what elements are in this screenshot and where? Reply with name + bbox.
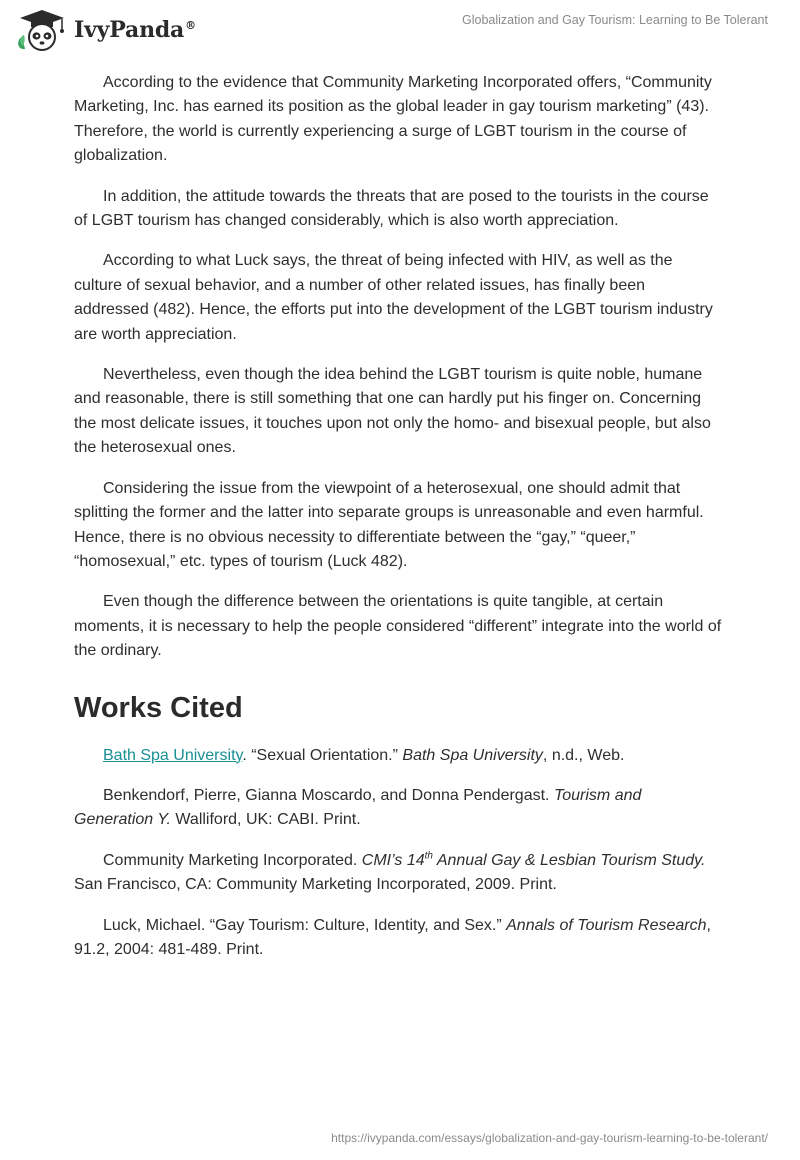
body-paragraph: Nevertheless, even though the idea behind the LGBT tourism is quite noble, humane and reasonable, there is still something that one can hardly put his finger on. Concerning the most delicate issues, it touches upon not only the homo- and bisexual people, but also the heterosexual ones. [74, 366, 711, 457]
logo-wordmark: IvyPanda® [74, 17, 196, 43]
works-cited-heading: Works Cited [74, 691, 243, 724]
body-paragraph: According to the evidence that Community Marketing Incorporated offers, “Community Marketing, Inc. has earned its position as the global leader in gay tourism marketing” (43). Therefore, the world is currently experiencing a surge of LGBT tourism in the course of globalization. [74, 74, 712, 165]
footer-url: https://ivypanda.com/essays/globalization-and-gay-tourism-learning-to-be-tolerant/ [331, 1131, 768, 1145]
citation-item: Community Marketing Incorporated. CMI’s 14th Annual Gay & Lesbian Tourism Study. San Francisco, CA: Community Marketing Incorporated, 2009. Print. [74, 850, 706, 894]
page-header [0, 0, 800, 62]
citation-item: Bath Spa University. “Sexual Orientation.” Bath Spa University, n.d., Web. [103, 746, 625, 764]
registered-mark: ® [185, 18, 196, 32]
citation-item: Benkendorf, Pierre, Gianna Moscardo, and Donna Pendergast. Tourism and Generation Y. Walliford, UK: CABI. Print. [74, 786, 642, 829]
body-paragraph: Even though the difference between the orientations is quite tangible, at certain moments, it is necessary to help the people considered “different” integrate into the world of the ordinary. [74, 593, 722, 660]
body-paragraph: In addition, the attitude towards the threats that are posed to the tourists in the course of LGBT tourism has changed considerably, which is also worth appreciation. [74, 187, 709, 230]
panda-graduate-icon [14, 8, 70, 52]
body-paragraph: Considering the issue from the viewpoint of a heterosexual, one should admit that splitting the former and the latter into separate groups is unreasonable and even harmful. Hence, there is no obvious necessity to differentiate between the “gay,” “queer,” “homosexual,” etc. types of tourism (Luck 482). [74, 479, 704, 570]
body-paragraph: According to what Luck says, the threat of being infected with HIV, as well as the culture of sexual behavior, and a number of other related issues, has finally been addressed (482). Hence, the efforts put into the development of the LGBT tourism industry are worth appreciation. [74, 252, 713, 343]
running-title: Globalization and Gay Tourism: Learning to Be Tolerant [462, 13, 768, 27]
citation-link[interactable]: Bath Spa University [103, 746, 243, 764]
citation-item: Luck, Michael. “Gay Tourism: Culture, Identity, and Sex.” Annals of Tourism Research, 91.2, 2004: 481-489. Print. [74, 916, 711, 958]
essay-content [74, 71, 724, 978]
ivypanda-logo[interactable] [14, 8, 196, 52]
